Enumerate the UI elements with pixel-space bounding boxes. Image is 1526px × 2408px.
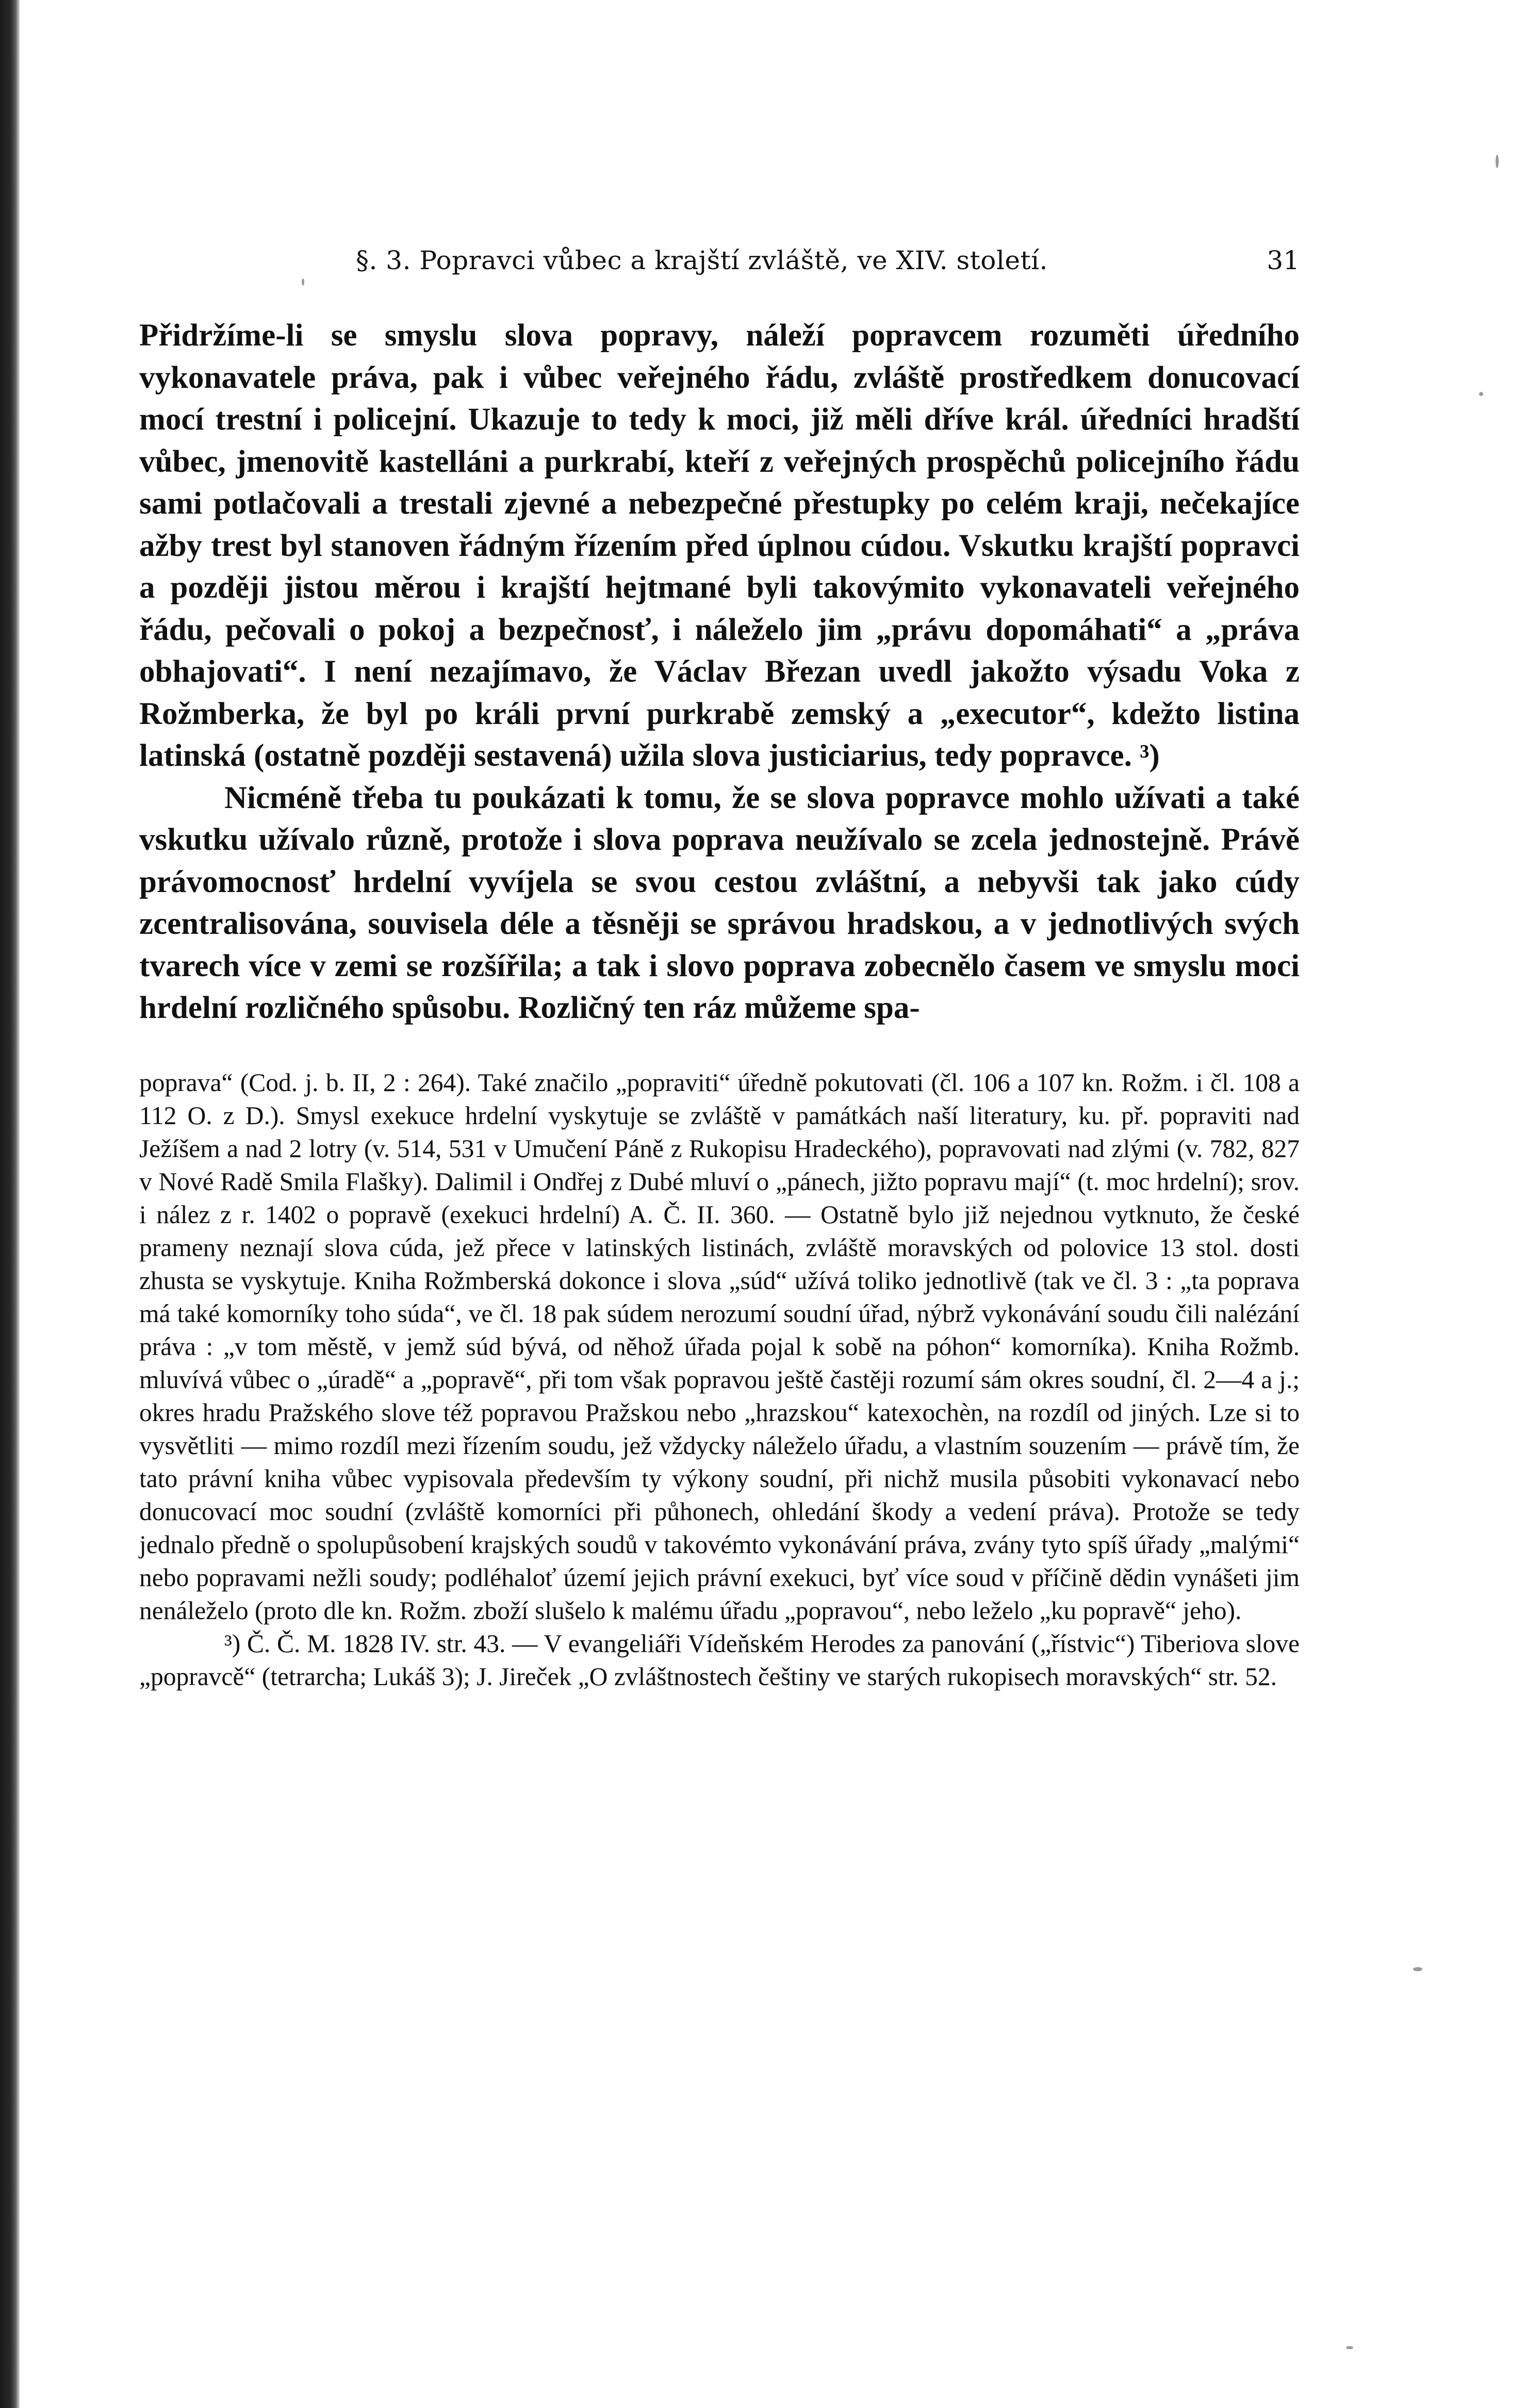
scan-binding-edge (0, 0, 20, 2408)
book-page (139, 242, 1300, 1693)
scan-speck (1346, 2346, 1353, 2349)
running-head-title: §. 3. Popravci vůbec a krajští zvláště, ve XIV. století. (356, 245, 1048, 275)
page-number: 31 (1267, 245, 1300, 275)
main-text (139, 315, 1300, 1029)
scan-speck (1413, 1967, 1422, 1971)
scan-speck (1496, 155, 1499, 168)
paragraph: Nicméně třeba tu poukázati k tomu, že se slova popravce mohlo užívati a také vskutku užívalo různě, protože i slova poprava neužívalo se zcela jednostejně. Právě právomocnosť hrdelní vyvíjela se svou cestou zvláštní, a nebyvši tak jako cúdy zcentralisována, souvisela déle a těsněji se správou hradskou, a v jednotlivých svých tvarech více v zemi se rozšířila; a tak i slovo poprava zobecnělo časem ve smyslu moci hrdelní rozličného spůsobu. Rozličný ten ráz můžeme spa- (139, 780, 1300, 1025)
footnotes (139, 1066, 1300, 1693)
footnote-3: ³) Č. Č. M. 1828 IV. str. 43. — V evangeliáři Vídeňském Herodes za panování („řístvic“) Tiberiova slove „popravcě“ (tetrarcha; Lukáš 3); J. Jireček „O zvláštnostech češtiny ve starých rukopisech moravských“ str. 52. (139, 1629, 1300, 1691)
footnote-continuation: poprava“ (Cod. j. b. II, 2 : 264). Také značilo „popraviti“ úředně pokutovati (čl. 106 a 107 kn. Rožm. i čl. 108 a 112 O. z D.). Smysl exekuce hrdelní vyskytuje se zvláště v památkách naší literatury, ku. př. popraviti nad Ježíšem a nad 2 lotry (v. 514, 531 v Umučení Páně z Rukopisu Hradeckého), popravovati nad zlými (v. 782, 827 v Nové Radě Smila Flašky). Dalimil i Ondřej z Dubé mluví o „pánech, jižto popravu mají“ (t. moc hrdelní); srov. i nález z r. 1402 o popravě (exekuci hrdelní) A. Č. II. 360. — Ostatně bylo již nejednou vytknuto, že české prameny neznají slova cúda, jež přece v latinských listinách, zvláště moravských od polovice 13 stol. dosti zhusta se vyskytuje. Kniha Rožmberská dokonce i slova „súd“ užívá toliko jednotlivě (tak ve čl. 3 : „ta poprava má také komorníky toho súda“, ve čl. 18 pak súdem nerozumí soudní úřad, nýbrž vykonávání soudu čili nalézání práva : „v tom městě, v jemž súd bývá, od něhož úřada pojal k sobě na póhon“ komorníka). Kniha Rožmb. mluvívá vůbec o „úradě“ a „popravě“, při tom však popravou ještě častěji rozumí sám okres soudní, čl. 2—4 a j.; okres hradu Pražského slove též popravou Pražskou nebo „hrazskou“ katexochèn, na rozdíl od jiných. Lze si to vysvětliti — mimo rozdíl mezi řízením soudu, jež vždycky náleželo úřadu, a vlastním souzením — právě tím, že tato právní kniha vůbec vypisovala především ty výkony soudní, při nichž musila působiti vykonavací nebo donucovací moc soudní (zvláště komorníci při půhonech, ohledání škody a vedení práva). Protože se tedy jednalo předně o spolupůsobení krajských soudů v takovémto vykonávání práva, zvány tyto spíš úřady „malými“ nebo popravami nežli soudy; podléhaloť území jejich právní exekuci, byť více soud v příčině dědin vynášeti jim nenáleželo (proto dle kn. Rožm. zboží slušelo k malému úřadu „popravou“, nebo leželo „ku popravě“ jeho). (139, 1068, 1300, 1625)
running-head (356, 242, 1300, 278)
paragraph: Přidržíme-li se smyslu slova popravy, náleží popravcem rozuměti úředního vykonavatele práva, pak i vůbec veřejného řádu, zvláště prostředkem donucovací mocí trestní i policejní. Ukazuje to tedy k moci, již měli dříve král. úředníci hradští vůbec, jmenovitě kastelláni a purkrabí, kteří z veřejných prospěchů policejního řádu sami potlačovali a trestali zjevné a nebezpečné přestupky po celém kraji, nečekajíce ažby trest byl stanoven řádným řízením před úplnou cúdou. Vskutku krajští popravci a později jistou měrou i krajští hejtmané byli takovýmito vykonavateli veřejného řádu, pečovali o pokoj a bezpečnosť, i náleželo jim „právu dopomáhati“ a „práva obhajovati“. I není nezajímavo, že Václav Březan uvedl jakožto výsadu Voka z Rožmberka, že byl po králi první purkrabě zemský a „executor“, kdežto listina latinská (ostatně později sestavená) užila slova justiciarius, tedy popravce. ³) (139, 318, 1300, 773)
scan-speck (1479, 392, 1483, 396)
